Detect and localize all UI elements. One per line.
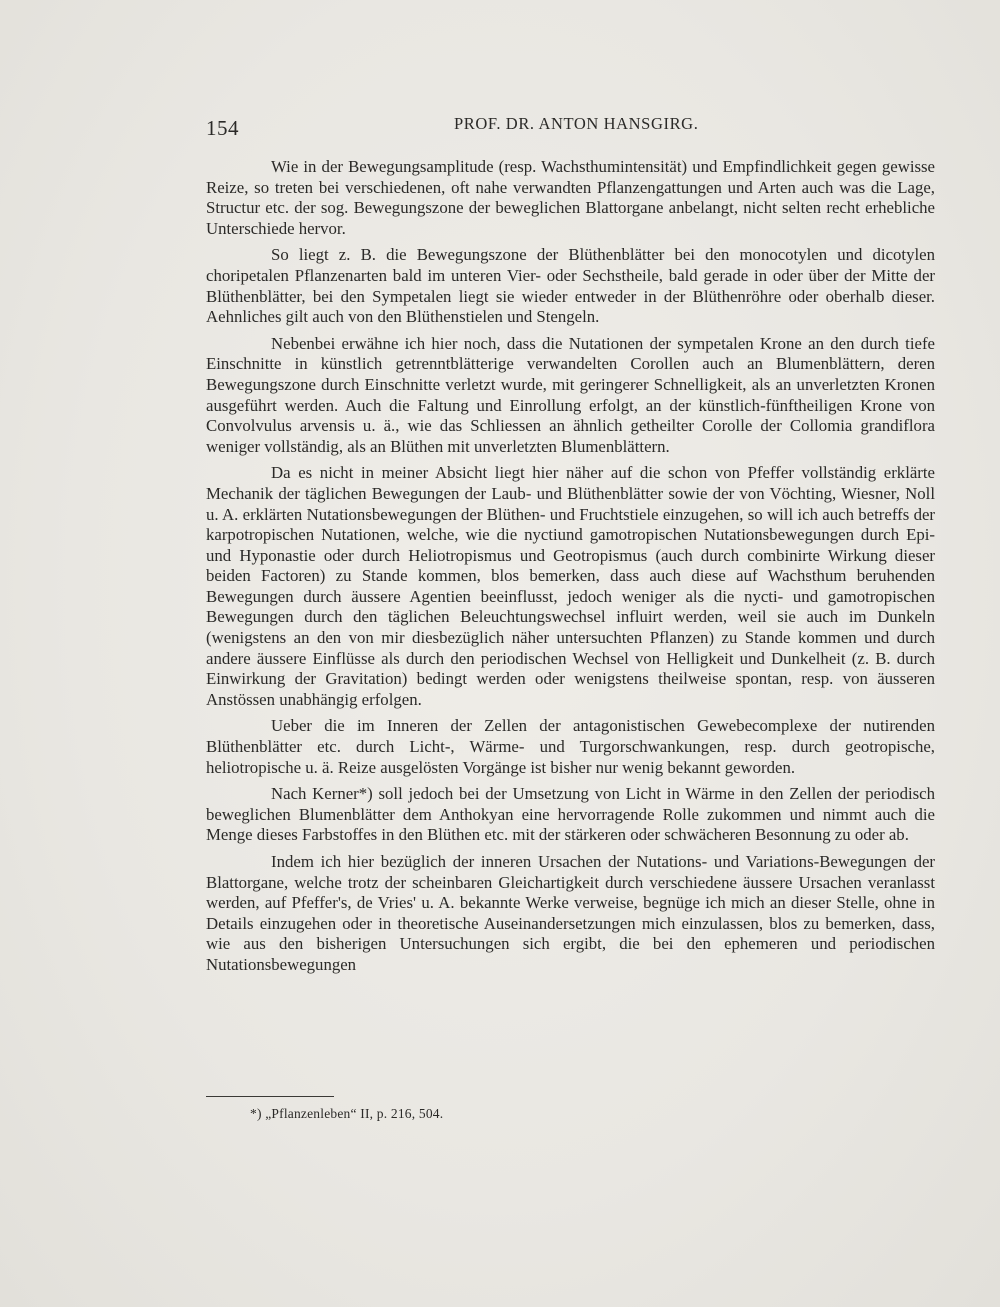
page-header bbox=[206, 112, 938, 142]
paragraph-6: Nach Kerner*) soll jedoch bei der Umsetzung von Licht in Wärme in den Zellen der periodisch beweglichen Blumenblätter dem Anthokyan eine hervorragende Rolle zukommen und nimmt auch die Menge dieses Farbstoffes in den Blüthen etc. mit der stärkeren oder schwächeren Besonnung zu oder ab. bbox=[206, 784, 935, 845]
paragraph-5: Ueber die im Inneren der Zellen der antagonistischen Gewebecomplexe der nutirenden Blüthenblätter etc. durch Licht-, Wärme- und Turgorschwankungen, resp. durch geotropische, heliotropische u. ä. Reize ausgelösten Vorgänge ist bisher nur wenig bekannt geworden. bbox=[206, 716, 935, 777]
paragraph-7: Indem ich hier bezüglich der inneren Ursachen der Nutations- und Variations-Bewegungen der Blattorgane, welche trotz der scheinbaren Gleichartigkeit durch verschiedene äussere Ursachen veranlasst werden, auf Pfeffer's, de Vries' u. A. bekannte Werke verweise, begnüge ich mich an dieser Stelle, ohne in Details einzugehen oder in theoretische Auseinandersetzungen mich einzulassen, blos zu bemerken, dass, wie aus den bisherigen Untersuchungen sich ergibt, die bei den ephemeren und periodischen Nutationsbewegungen bbox=[206, 852, 935, 974]
page-number: 154 bbox=[206, 116, 239, 140]
paragraph-4: Da es nicht in meiner Absicht liegt hier näher auf die schon von Pfeffer vollständig erklärte Mechanik der täglichen Bewegungen der Laub- und Blüthenblätter sowie der von Vöchting, Wiesner, Noll u. A. erklärten Nutationsbewegungen der Blüthen- und Fruchtstiele einzugehen, so will ich auch betreffs der karpotropischen Nutationen, welche, wie die nyctiund gamotropischen Nutationsbewegungen durch Epi- und Hyponastie oder durch Heliotropismus und Geotropismus (auch durch combinirte Wirkung dieser beiden Factoren) zu Stande kommen, blos bemerken, dass auch diese auf Wachsthum beruhenden Bewegungen durch äussere Agentien beeinflusst, jedoch weniger als die nycti- und gamotropischen Bewegungen durch den täglichen Beleuchtungswechsel influirt werden, weil sie auch im Dunkeln (wenigstens an den von mir diesbezüglich näher untersuchten Pflanzen) zu Stande kommen und durch andere äussere Einflüsse als durch den periodischen Wechsel von Helligkeit und Dunkelheit (z. B. durch Einwirkung der Gravitation) bedingt werden oder wenigstens theilweise spontan, resp. von äusseren Anstössen unabhängig erfolgen. bbox=[206, 463, 935, 709]
body-text bbox=[206, 157, 935, 976]
paragraph-3: Nebenbei erwähne ich hier noch, dass die Nutationen der sympetalen Krone an den durch tiefe Einschnitte in künstlich getrenntblätterige verwandelten Corollen auch an Blumenblättern, deren Bewegungszone durch Einschnitte verletzt wurde, mit geringerer Schnelligkeit, als an unverletzten Kronen ausgeführt werden. Auch die Faltung und Einrollung erfolgt, an der künstlich-fünftheiligen Krone von Convolvulus arvensis u. ä., wie das Schliessen an ähnlich getheilter Corolle der Collomia grandiflora weniger vollständig, als an Blüthen mit unverletzten Blumenblättern. bbox=[206, 333, 935, 456]
footnote: *) „Pflanzenleben“ II, p. 216, 504. bbox=[250, 1106, 444, 1121]
running-title: PROF. DR. ANTON HANSGIRG. bbox=[454, 114, 699, 133]
paragraph-1: Wie in der Bewegungsamplitude (resp. Wachsthumintensität) und Empfindlichkeit gegen gewisse Reize, so treten bei verschiedenen, oft nahe verwandten Pflanzengattungen und Arten auch was die Lage, Structur etc. der sog. Bewegungszone der beweglichen Blattorgane anbelangt, nicht selten recht erhebliche Unterschiede hervor. bbox=[206, 157, 935, 238]
footnote-divider bbox=[206, 1096, 334, 1097]
paragraph-2: So liegt z. B. die Bewegungszone der Blüthenblätter bei den monocotylen und dicotylen choripetalen Pflanzenarten bald im unteren Vier- oder Sechstheile, bald gerade in oder über der Mitte der Blüthenblätter, bei den Sympetalen liegt sie wieder entweder in der Blüthenröhre oder oberhalb dieser. Aehnliches gilt auch von den Blüthenstielen und Stengeln. bbox=[206, 245, 935, 327]
